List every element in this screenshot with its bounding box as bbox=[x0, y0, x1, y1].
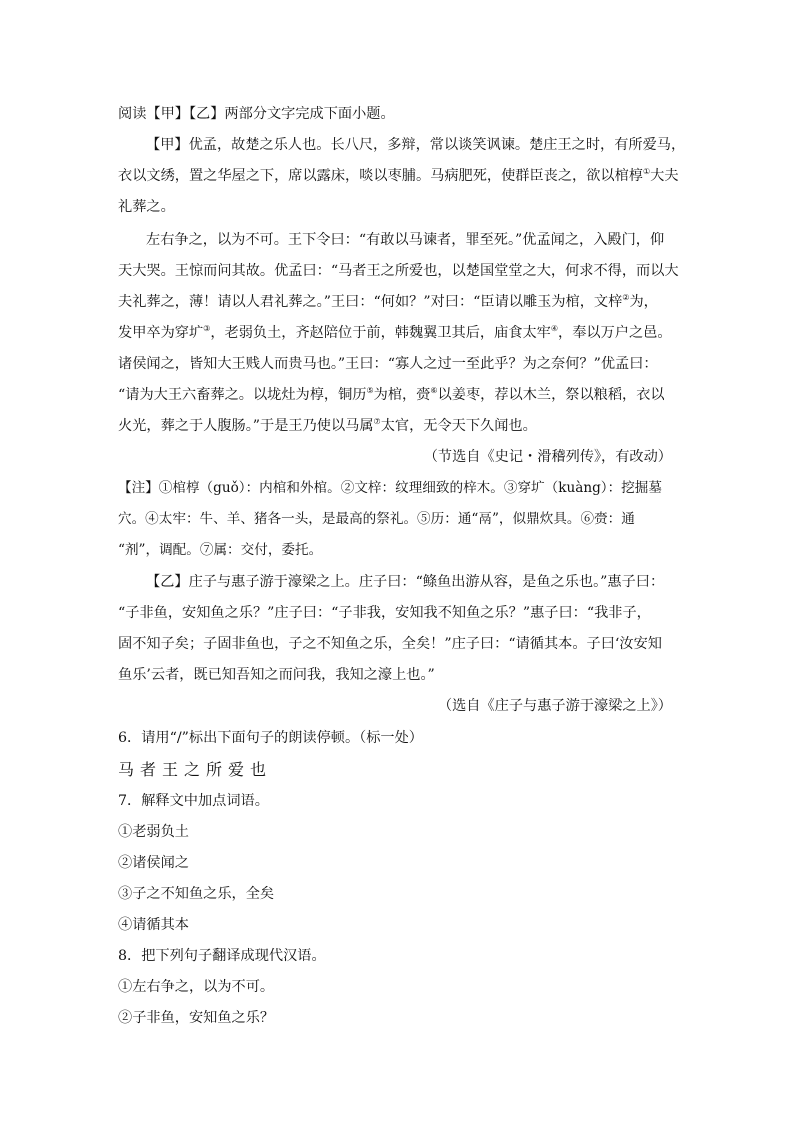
q7-prompt: 7．解释文中加点词语。 bbox=[118, 793, 269, 809]
jia-text: “请为大王六畜葬之。以垅灶为椁，铜历 bbox=[118, 387, 367, 403]
footnote-marker: ④ bbox=[550, 324, 558, 333]
yi-line: “子非鱼，安知鱼之乐？”庄子曰：“子非我，安知我不知鱼之乐？”惠子曰：“我非子， bbox=[118, 605, 651, 621]
q7-item: ①老弱负土 bbox=[118, 824, 189, 840]
jia-line bbox=[118, 416, 537, 436]
jia-text: 发甲卒为穿圹 bbox=[118, 325, 204, 341]
jia-text: ，老弱负土，齐赵陪位于前，韩魏翼卫其后，庙食太牢 bbox=[210, 325, 551, 341]
footnote-marker: ③ bbox=[203, 324, 211, 333]
jia-text: 为， bbox=[629, 294, 658, 310]
jia-text: 衣以文绣，置之华屋之下，席以露床，啖以枣脯。马病肥死，使群臣丧之，欲以棺椁 bbox=[118, 168, 643, 184]
jia-line bbox=[118, 292, 658, 312]
yi-line: 【乙】庄子与惠子游于濠梁之上。庄子曰：“鲦鱼出游从容，是鱼之乐也。”惠子曰： bbox=[146, 574, 665, 590]
jia-text: ，奉以万户之邑。 bbox=[558, 325, 672, 341]
footnote-marker: ⑤ bbox=[366, 386, 374, 395]
yi-line: 鱼乐’云者，既已知吾知之而问我，我知之濠上也。” bbox=[118, 667, 435, 683]
note-line: 穴。④太牢：牛、羊、猪各一头，是最高的祭礼。⑤历：通“鬲”，似鼎炊具。⑥赍：通 bbox=[118, 511, 635, 527]
q8-prompt: 8．把下列句子翻译成现代汉语。 bbox=[118, 948, 326, 964]
footnote-marker: ② bbox=[622, 293, 630, 302]
jia-text: 夫礼葬之，薄！请以人君礼葬之。”王曰：“何如？”对曰：“臣请以雕玉为棺，文梓 bbox=[118, 294, 623, 310]
jia-text: 太官，无令天下久闻也。 bbox=[380, 418, 537, 434]
note-line: 【注】①棺椁（guǒ）：内棺和外棺。②文梓：纹理细致的梓木。③穿圹（kuàng）：挖掘墓 bbox=[118, 480, 662, 496]
q7-item: ②诸侯闻之 bbox=[118, 855, 189, 871]
q7-item: ④请循其本 bbox=[118, 917, 189, 933]
reading-instruction: 阅读【甲】【乙】两部分文字完成下面小题。 bbox=[118, 106, 395, 122]
jia-line: 【甲】优孟，故楚之乐人也。长八尺，多辩，常以谈笑讽谏。楚庄王之时，有所爱马， bbox=[146, 137, 686, 153]
jia-line bbox=[118, 166, 679, 186]
q6-prompt: 6．请用“/”标出下面句子的朗读停顿。（标一处） bbox=[118, 730, 423, 746]
jia-text: 为棺，赍 bbox=[373, 387, 431, 403]
jia-line: 左右争之，以为不可。王下令曰：“有敢以马谏者，罪至死。”优孟闻之，入殿门，仰 bbox=[146, 232, 665, 248]
jia-line bbox=[118, 385, 665, 405]
jia-text: 火光，葬之于人腹肠。”于是王乃使以马属 bbox=[118, 418, 374, 434]
jia-line: 礼葬之。 bbox=[118, 199, 175, 215]
yi-line: 固不知子矣；子固非鱼也，子之不知鱼之乐，全矣！”庄子曰：“请循其本。子曰‘汝安知 bbox=[118, 636, 662, 652]
jia-line: 诸侯闻之，皆知大王贱人而贵马也。”王曰：“寡人之过一至此乎？为之奈何？”优孟曰： bbox=[118, 356, 658, 372]
note-line: “剂”，调配。⑦属：交付，委托。 bbox=[118, 542, 323, 558]
q8-item: ②子非鱼，安知鱼之乐？ bbox=[118, 1010, 275, 1026]
footnote-marker: ⑦ bbox=[373, 417, 381, 426]
footnote-marker: ① bbox=[642, 167, 651, 176]
footnote-marker: ⑥ bbox=[430, 386, 438, 395]
jia-line bbox=[118, 323, 672, 343]
q6-sentence: 马者王之所爱也 bbox=[118, 760, 273, 779]
jia-source: （节选自《史记・滑稽列传》，有改动） bbox=[423, 449, 672, 465]
q7-item: ③子之不知鱼之乐，全矣 bbox=[118, 886, 275, 902]
q8-item: ①左右争之，以为不可。 bbox=[118, 979, 275, 995]
jia-line: 天大哭。王惊而问其故。优孟曰：“马者王之所爱也，以楚国堂堂之大，何求不得，而以大 bbox=[118, 263, 679, 279]
jia-text: 大夫 bbox=[650, 168, 679, 184]
jia-text: 以姜枣，荐以木兰，祭以粮稻，衣以 bbox=[437, 387, 665, 403]
yi-source: （选自《庄子与惠子游于濠梁之上》） bbox=[437, 698, 672, 714]
